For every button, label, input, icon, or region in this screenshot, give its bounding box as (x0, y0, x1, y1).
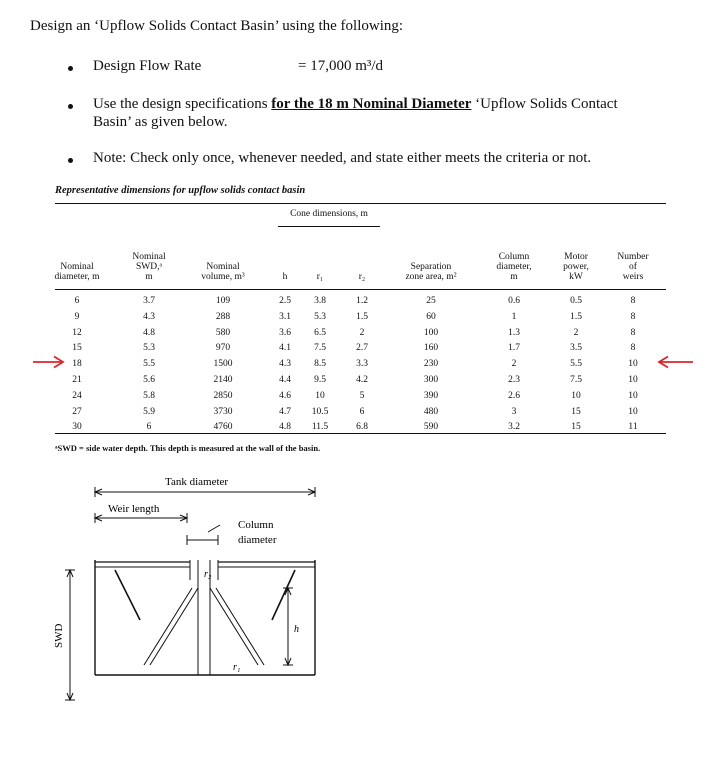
header-r1: r₁ (316, 272, 324, 282)
tank-diameter-label: Tank diameter (165, 476, 229, 488)
table-cell: 3.7 (143, 296, 155, 306)
table-cell: 6.5 (314, 327, 326, 338)
header-line: diameter, m (54, 272, 100, 282)
table-cell: 6 (146, 422, 152, 433)
table-cell: 12 (72, 327, 82, 338)
header-r2: r₂ (358, 272, 366, 282)
table-cell: 6 (74, 296, 80, 306)
table-cell: 3 (511, 406, 517, 417)
table-cell: 8 (630, 296, 636, 306)
cone-left-outer (150, 588, 198, 665)
header-line: Column (498, 252, 530, 262)
table-cell: 300 (423, 375, 439, 385)
flow-rate-label: Design Flow Rate (93, 58, 202, 74)
table-cell: 1.3 (508, 327, 520, 338)
table-footnote: ᵃSWD = side water depth. This depth is measured at the wall of the basin. (55, 443, 321, 453)
bullet-dot (68, 158, 73, 163)
table-cell: 2.5 (279, 296, 291, 306)
header-line: power, (563, 262, 589, 272)
table-cell: 10 (315, 390, 325, 401)
table-cell: 5.5 (570, 359, 582, 370)
header-line: volume, m³ (201, 272, 245, 282)
table-bottom-rule (55, 433, 666, 434)
table-cell: 4.3 (143, 311, 155, 322)
table-cell: 10 (628, 375, 638, 385)
table-cell: 4.6 (279, 390, 291, 401)
header-motor-power (552, 252, 600, 282)
table-cell: 1.2 (356, 296, 368, 306)
header-line: Separation (410, 262, 452, 272)
row-highlight-arrow-left (32, 355, 66, 369)
swd-label: SWD (53, 623, 65, 648)
table-cell: 5.9 (143, 406, 155, 417)
column-diameter-label: diameter (238, 534, 277, 546)
header-line: Nominal (206, 262, 240, 272)
table-cell: 2 (511, 359, 517, 370)
table-cell: 10 (628, 390, 638, 401)
spec-suffix: ‘Upflow Solids Contact (471, 96, 618, 112)
cone-header-rule (278, 226, 380, 227)
table-cell: 0.6 (508, 296, 520, 306)
note-text: Note: Check only once, whenever needed, and state either meets the criteria or not. (93, 150, 592, 166)
header-line: m (510, 272, 518, 282)
table-cell: 7.5 (314, 343, 326, 354)
table-cell: 3.3 (356, 359, 368, 370)
table-cell: 30 (72, 422, 82, 433)
bullet-dot (68, 66, 73, 71)
table-cell: 4.3 (279, 359, 291, 370)
header-line: Nominal (132, 252, 166, 262)
table-cell: 11 (628, 422, 638, 433)
table-cell: 2 (359, 327, 365, 338)
table-cell: 9.5 (314, 375, 326, 385)
row-highlight-arrow-right (655, 355, 695, 369)
table-cell: 15 (571, 422, 581, 433)
table-cell: 4.8 (143, 327, 155, 338)
spec-line-1 (93, 96, 618, 113)
header-bottom-rule (55, 289, 666, 290)
table-cell: 288 (215, 311, 231, 322)
r2-label: r₂ (204, 569, 212, 580)
table-cell: 8.5 (314, 359, 326, 370)
leader-line (208, 525, 220, 532)
table-cell: 2140 (213, 375, 233, 385)
table-cell: 27 (72, 406, 82, 417)
header-separation (393, 262, 469, 282)
table-cell: 60 (426, 311, 436, 322)
header-h: h (282, 272, 288, 282)
table-cell: 4.1 (279, 343, 291, 354)
cone-right-outer (210, 588, 258, 665)
table-cell: 4.4 (279, 375, 291, 385)
table-cell: 109 (215, 296, 231, 306)
flow-rate-value: = 17,000 m³/d (298, 58, 384, 74)
h-label: h (294, 624, 299, 635)
table-cell: 9 (74, 311, 80, 322)
header-line: weirs (622, 272, 644, 282)
table-cell: 160 (423, 343, 439, 354)
table-cell: 5.3 (143, 343, 155, 354)
cone-dimensions-header: Cone dimensions, m (290, 209, 368, 219)
table-cell: 1 (511, 311, 517, 322)
r1-label: r₁ (233, 662, 241, 673)
table-cell: 8 (630, 311, 636, 322)
table-cell: 25 (426, 296, 436, 306)
table-cell: 8 (630, 343, 636, 354)
basin-cross-section-diagram (40, 470, 340, 710)
table-cell: 11.5 (311, 422, 329, 433)
table-caption: Representative dimensions for upflow solids contact basin (55, 185, 306, 196)
header-line: Nominal (60, 262, 94, 272)
table-cell: 0.5 (570, 296, 582, 306)
cone-left-inner (144, 588, 192, 665)
table-cell: 590 (423, 422, 439, 433)
table-cell: 6.8 (356, 422, 368, 433)
bullet-dot (68, 104, 73, 109)
header-line: Motor (564, 252, 588, 262)
table-cell: 21 (72, 375, 82, 385)
header-line: m (145, 272, 153, 282)
header-weirs (608, 252, 658, 282)
column-diameter-label: Column (238, 519, 274, 531)
table-cell: 6 (359, 406, 365, 417)
table-cell: 3.5 (570, 343, 582, 354)
table-cell: 230 (423, 359, 439, 370)
table-cell: 15 (571, 406, 581, 417)
table-cell: 5.6 (143, 375, 155, 385)
header-nominal-diameter (50, 262, 104, 282)
weir-length-label: Weir length (108, 503, 160, 515)
table-cell: 3.6 (279, 327, 291, 338)
spec-line-2: Basin’ as given below. (93, 114, 228, 130)
page-heading: Design an ‘Upflow Solids Contact Basin’ using the following: (30, 18, 404, 34)
table-cell: 7.5 (570, 375, 582, 385)
table-cell: 1.5 (570, 311, 582, 322)
table-cell: 5 (359, 390, 365, 401)
baffle-right (272, 570, 295, 620)
table-cell: 4.8 (279, 422, 291, 433)
cone-right-inner (216, 588, 264, 665)
table-cell: 580 (215, 327, 231, 338)
table-cell: 24 (72, 390, 82, 401)
table-cell: 8 (630, 327, 636, 338)
table-cell: 4.2 (356, 375, 368, 385)
table-cell: 970 (215, 343, 231, 354)
table-cell: 2850 (213, 390, 233, 401)
header-line: zone area, m² (405, 272, 457, 282)
table-cell: 1.5 (356, 311, 368, 322)
table-cell: 10 (628, 359, 638, 370)
table-cell: 2.3 (508, 375, 520, 385)
header-swd (124, 252, 174, 282)
table-cell: 10 (571, 390, 581, 401)
table-cell: 1500 (213, 359, 233, 370)
header-volume (192, 262, 254, 282)
table-cell: 2 (573, 327, 579, 338)
table-cell: 10.5 (311, 406, 329, 417)
table-cell: 5.8 (143, 390, 155, 401)
header-line: kW (569, 272, 583, 282)
spec-emphasis: for the 18 m Nominal Diameter (271, 96, 472, 112)
table-top-rule (55, 203, 666, 204)
table-cell: 390 (423, 390, 439, 401)
table-cell: 1.7 (508, 343, 520, 354)
table-cell: 480 (423, 406, 439, 417)
table-cell: 4760 (213, 422, 233, 433)
baffle-left (115, 570, 140, 620)
table-cell: 3.2 (508, 422, 520, 433)
table-cell: 3.1 (279, 311, 291, 322)
table-cell: 5.5 (143, 359, 155, 370)
table-cell: 15 (72, 343, 82, 354)
header-line: SWD,ᵃ (135, 262, 163, 272)
table-cell: 3730 (213, 406, 233, 417)
table-cell: 100 (423, 327, 439, 338)
table-cell: 5.3 (314, 311, 326, 322)
table-cell: 2.6 (508, 390, 520, 401)
header-line: Number (617, 252, 649, 262)
table-cell: 10 (628, 406, 638, 417)
header-column-diameter (486, 252, 542, 282)
header-line: of (629, 262, 637, 272)
table-cell: 18 (72, 359, 82, 370)
spec-prefix: Use the design specifications (93, 96, 272, 112)
header-line: diameter, (496, 262, 532, 272)
table-cell: 3.8 (314, 296, 326, 306)
table-cell: 4.7 (279, 406, 291, 417)
table-cell: 2.7 (356, 343, 368, 354)
